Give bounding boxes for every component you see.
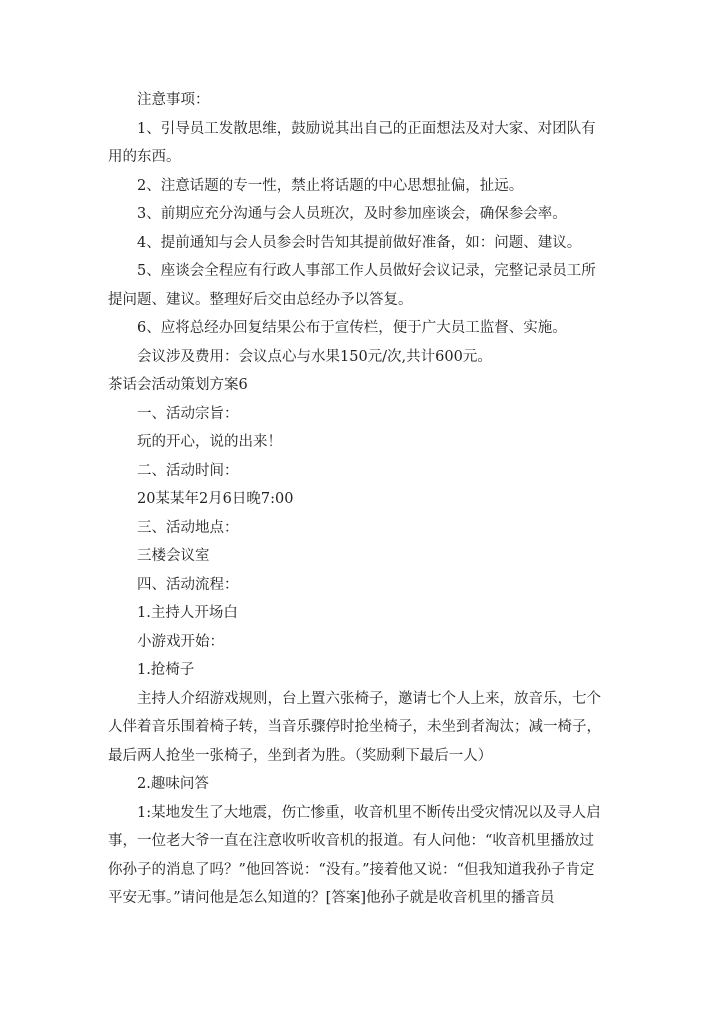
section-heading-notes: 注意事项： <box>137 92 210 108</box>
note-item-4: 4、提前通知与会人员参会时告知其提前做好准备，如：问题、建议。 <box>137 234 582 251</box>
plan-title: 茶话会活动策划方案6 <box>108 377 248 393</box>
quiz-question-1: 1:某地发生了大地震，伤亡惨重，收音机里不断传出受灾情况以及寻人启事，一位老大爷一直在注意收听收音机的报道。有人问他：“收音机里播放过你孙子的消息了吗？”他回答说：“没有。”接着他又说：“但我知道我孙子肯定平安无事。”请问他是怎么知道的？[答案]他孙子就是收音机里的播音员 <box>108 804 601 906</box>
note-item-1: 1、引导员工发散思维，鼓励说其出自己的正面想法及对大家、对团队有用的东西。 <box>108 120 596 165</box>
game-1-title: 1.抢椅子 <box>137 662 195 678</box>
game-1-rules: 主持人介绍游戏规则，台上置六张椅子，邀请七个人上来，放音乐，七个人伴着音乐围着椅子转，当音乐骤停时抢坐椅子，未坐到者淘汰；减一椅子，最后两人抢坐一张椅子，坐到者为胜。（奖励剩下最后一人） <box>108 690 601 764</box>
game-2-title: 2.趣味问答 <box>137 776 209 792</box>
note-item-2: 2、注意话题的专一性，禁止将话题的中心思想扯偏，扯远。 <box>137 177 524 194</box>
location-text: 三楼会议室 <box>137 548 210 564</box>
note-item-5: 5、座谈会全程应有行政人事部工作人员做好会议记录，完整记录员工所提问题、建议。整理好后交由总经办予以答复。 <box>108 263 596 308</box>
time-text: 20某某年2月6日晚7:00 <box>137 491 294 507</box>
mini-game-heading: 小游戏开始： <box>137 633 224 650</box>
section-heading-location: 三、活动地点： <box>137 519 239 536</box>
note-item-3: 3、前期应充分沟通与会人员班次，及时参加座谈会，确保参会率。 <box>137 206 567 222</box>
section-heading-process: 四、活动流程： <box>137 576 239 593</box>
note-item-6: 6、应将总经办回复结果公布于宣传栏，便于广大员工监督、实施。 <box>137 320 567 336</box>
document-body <box>108 86 604 913</box>
process-step-1: 1.主持人开场白 <box>137 605 238 621</box>
section-heading-time: 二、活动时间： <box>137 462 239 479</box>
section-heading-purpose: 一、活动宗旨： <box>137 405 239 422</box>
meeting-cost-text: 会议涉及费用：会议点心与水果150元/次,共计600元。 <box>137 348 492 365</box>
purpose-text: 玩的开心，说的出来！ <box>137 434 282 450</box>
